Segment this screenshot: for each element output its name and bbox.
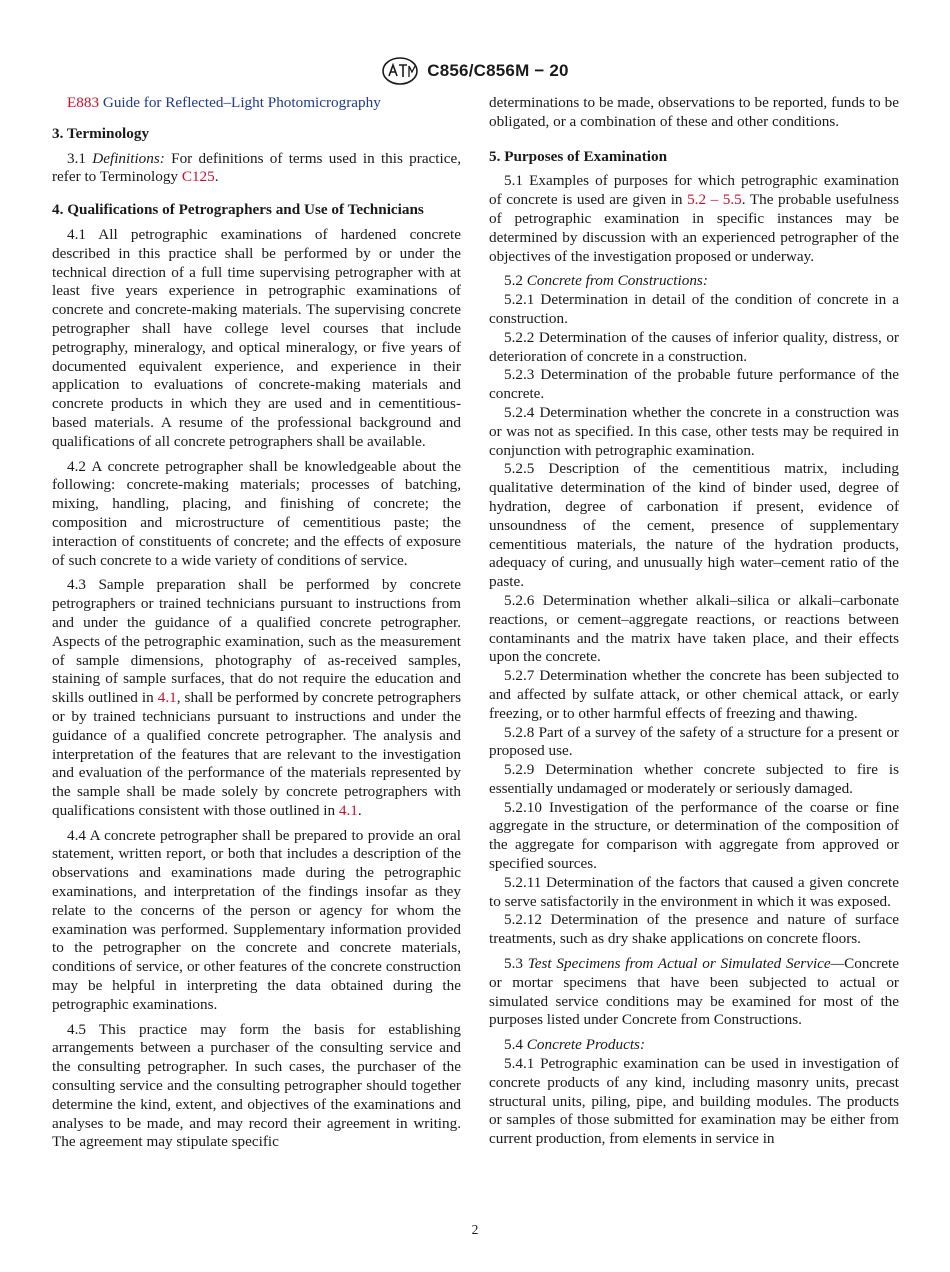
reference-title-link[interactable]: Guide for Reflected–Light Photomicrography — [102, 94, 381, 111]
paragraph-label: Concrete from Constructions: — [526, 272, 708, 290]
terminology-link-c125[interactable]: C125 — [181, 168, 215, 186]
paragraph-end: . — [357, 801, 362, 819]
paragraph-4-5-continued: determinations to be made, observations to be reported, funds to be obligated, or a combination of these and other conditions. — [489, 94, 899, 130]
section-4-heading: 4. Qualifications of Petrographers and Use of Technicians — [52, 201, 424, 219]
paragraph-5-2 — [489, 272, 899, 291]
section-5-heading: 5. Purposes of Examination — [489, 147, 668, 165]
paragraph-5-3 — [489, 955, 899, 1030]
paragraph-text: 5.1 Examples of purposes for which petrographic examination of concrete is used are given in — [489, 172, 899, 209]
section-3-heading: 3. Terminology — [52, 124, 150, 142]
paragraph-5-2-10: 5.2.10 Investigation of the performance of the coarse or fine aggregate in the structure, or determination of the composition of the aggregate for comparison with aggregate from approved or specified sources. — [489, 798, 899, 873]
paragraph-5-2-12: 5.2.12 Determination of the presence and nature of surface treatments, such as dry shake applications on concrete floors. — [489, 911, 899, 948]
cross-reference-link[interactable]: 4.1 — [157, 689, 177, 707]
paragraph-number: 5.2 — [504, 272, 523, 290]
cross-reference-link[interactable]: 5.2 – 5.5 — [687, 191, 742, 209]
paragraph-5-2-4: 5.2.4 Determination whether the concrete in a construction was or was not as specified. In this case, other tests may be required in conjunction with petrographic examination. — [489, 403, 899, 459]
paragraph-5-4 — [489, 1036, 899, 1055]
paragraph-5-2-1: 5.2.1 Determination in detail of the condition of concrete in a construction. — [489, 291, 899, 327]
paragraph-4-2: 4.2 A concrete petrographer shall be knowledgeable about the following: concrete-making materials; processes of batching, mixing, handling, placing, and finishing of concrete; the composition and microstructure of cementitious paste; the interaction of constituents of concrete; and the effects of exposure of such concrete to a wide variety of conditions of service. — [52, 457, 461, 569]
paragraph-number: 5.4 — [504, 1036, 523, 1054]
paragraph-text: , shall be performed by concrete petrographers or by trained technicians pursuant to instructions and under the guidance of a qualified concrete petrographer. The analysis and interpretation of the features that are relevant to the investigation and evaluation of the performance of the materials represented by the sample shall be made solely by concrete petrographers with qualifications consistent with those outlined in — [52, 689, 461, 819]
paragraph-label: Test Specimens from Actual or Simulated Service— — [527, 955, 845, 973]
paragraph-label: Definitions: — [92, 149, 165, 167]
paragraph-5-2-3: 5.2.3 Determination of the probable future performance of the concrete. — [489, 366, 899, 403]
paragraph-number: 5.3 — [504, 955, 523, 973]
paragraph-5-4-1: 5.4.1 Petrographic examination can be used in investigation of concrete products of any kind, including masonry units, precast structural units, piling, pipe, and building modules. The products or samples of those submitted for examination may be either from current production, from elements in service in — [489, 1055, 899, 1148]
right-column — [489, 94, 899, 1149]
paragraph-text: . The probable usefulness of petrographic examination in specific instances may be determined by discussion with an experienced petrographer of the objectives of the investigation proposed or underway. — [489, 191, 899, 265]
reference-code-link[interactable]: E883 — [67, 94, 100, 111]
paragraph-5-2-9: 5.2.9 Determination whether concrete subjected to fire is essentially undamaged or moderately or seriously damaged. — [489, 761, 899, 797]
paragraph-5-1 — [489, 172, 899, 266]
page-number: 2 — [471, 1222, 479, 1237]
paragraph-number: 3.1 — [67, 149, 86, 167]
paragraph-5-2-6: 5.2.6 Determination whether alkali–silica or alkali–carbonate reactions, or cement–aggregate reactions, or reactions between contaminants and the matrix have taken place, and their effects upon the concrete. — [489, 591, 899, 666]
paragraph-end: . — [214, 168, 219, 186]
paragraph-text: For definitions of terms used in this practice, refer to Terminology — [52, 149, 462, 186]
reference-item-e883 — [52, 94, 461, 113]
standard-designation: C856/C856M − 20 — [427, 61, 569, 80]
paragraph-text: 4.3 Sample preparation shall be performed by concrete petrographers or trained technicians pursuant to instructions from and under the guidance of a qualified concrete petrographer. Aspects of the petrographic examination, such as the measurement of sample dimensions, photography of as-received samples, staining of sample surfaces, that do not require the education and skills outlined in — [52, 576, 461, 707]
astm-logo-icon — [381, 56, 419, 86]
paragraph-4-5: 4.5 This practice may form the basis for establishing arrangements between a purchaser of the consulting service and the consulting petrographer. In such cases, the purchaser of the consulting service and the consulting petrographer should together determine the kind, extent, and objectives of the examinations and analyses to be made, and may record their agreement in writing. The agreement may stipulate specific — [52, 1020, 461, 1151]
paragraph-5-2-11: 5.2.11 Determination of the factors that caused a given concrete to serve satisfactorily in the environment in which it was exposed. — [489, 873, 899, 910]
paragraph-text: Concrete or mortar specimens that have been subjected to actual or simulated service conditions may be examined for most of the purposes listed under Concrete from Constructions. — [489, 955, 899, 1029]
paragraph-3-1 — [52, 150, 461, 188]
page-header — [0, 56, 950, 86]
paragraph-5-2-7: 5.2.7 Determination whether the concrete has been subjected to and affected by sulfate attack, or other chemical attack, or early freezing, or to other harmful effects of freezing and thawing. — [489, 667, 899, 722]
paragraph-5-2-5: 5.2.5 Description of the cementitious matrix, including qualitative determination of the kind of binder used, degree of hydration, degree of carbonation if present, evidence of unsoundness of the cement, presence of supplementary cementitious materials, the nature of the hydration products, adequacy of curing, and unusually high water–cement ratio of the paste. — [489, 460, 899, 591]
left-column — [52, 94, 461, 1152]
cross-reference-link[interactable]: 4.1 — [338, 801, 358, 819]
paragraph-5-2-2: 5.2.2 Determination of the causes of inferior quality, distress, or deterioration of concrete in a construction. — [489, 328, 899, 365]
paragraph-4-3 — [52, 576, 461, 820]
paragraph-5-2-8: 5.2.8 Part of a survey of the safety of a structure for a present or proposed use. — [489, 723, 899, 760]
paragraph-4-4: 4.4 A concrete petrographer shall be prepared to provide an oral statement, written report, or both that includes a description of the observations and examinations made during the petrographic examinations, and interpretation of the findings insofar as they relate to the concerns of the person or agency for whom the examination was performed. Supplementary information provided to the petrographer on the concrete and concrete materials, conditions of service, or other features of the concrete construction may be helpful in interpreting the data obtained during the petrographic examinations. — [52, 826, 461, 1013]
paragraph-label: Concrete Products: — [526, 1036, 646, 1054]
paragraph-4-1: 4.1 All petrographic examinations of hardened concrete described in this practice shall be performed by or under the technical direction of a full time supervising petrographer with at least five years experience in petrographic examinations of concrete and concrete-making materials. The supervising concrete petrographer shall have college level courses that include petrography, mineralogy, and optical mineralogy, or five years of documented equivalent experience, and experience in their application to evaluations of concrete-making materials and concrete products in which they are used and in cementitious-based materials. A resume of the professional background and qualifications of all concrete petrographers shall be available. — [52, 225, 461, 450]
